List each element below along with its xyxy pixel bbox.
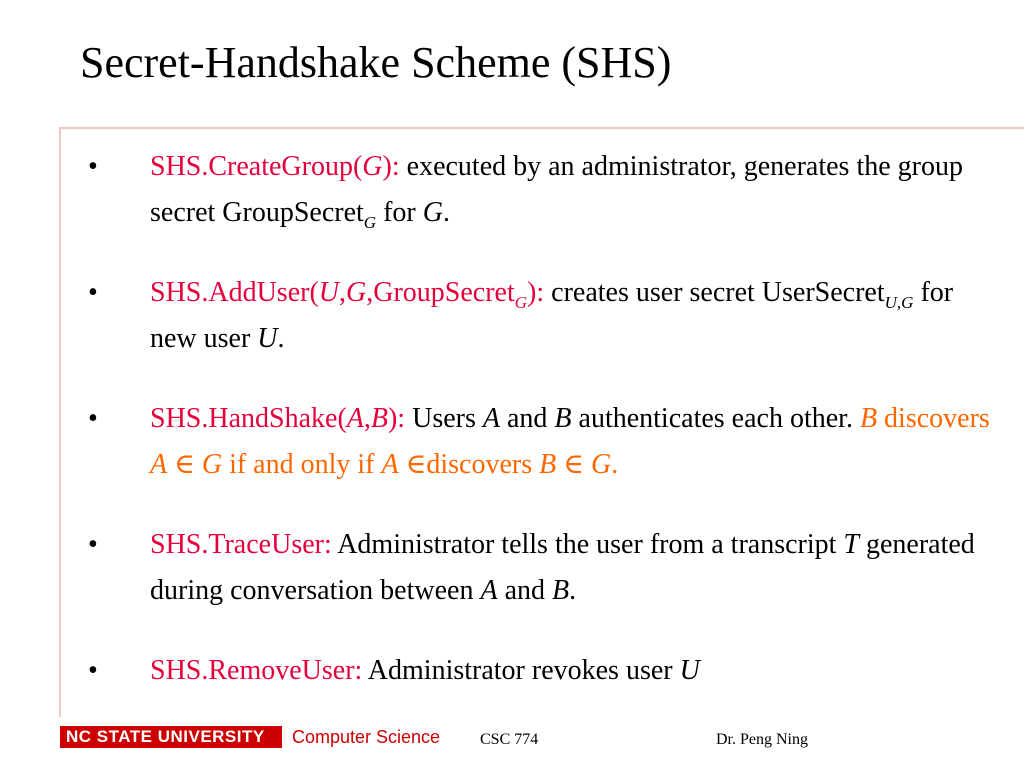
bullet-marker: • [88, 151, 98, 182]
bullet-create-group [88, 144, 998, 236]
bullet-remove-user [88, 648, 998, 694]
bullet-marker: • [88, 403, 98, 434]
department-name: Computer Science [292, 726, 441, 747]
function-name: SHS.AddUser(U,G,GroupSecret$_G$): [150, 277, 545, 312]
bullet-text: SHS.CreateGroup(G): executed by an administrator, generates the group secret GroupSecret$_G$ for G. [150, 151, 963, 232]
vertical-divider [59, 127, 61, 717]
function-name: SHS.CreateGroup(G): [150, 151, 400, 182]
course-code: CSC 774 [480, 731, 539, 748]
bullet-text: SHS.TraceUser: Administrator tells the user from a transcript T generated during conversation between A and B. [150, 529, 975, 606]
bullet-list [88, 144, 998, 694]
horizontal-divider [60, 127, 1024, 129]
author-name: Dr. Peng Ning [716, 731, 808, 748]
function-name: SHS.RemoveUser: [150, 655, 363, 686]
bullet-trace-user [88, 522, 998, 614]
bullet-marker: • [88, 655, 98, 686]
bullet-handshake [88, 396, 998, 488]
slide-title: Secret-Handshake Scheme (SHS) [80, 38, 672, 87]
bullet-marker: • [88, 277, 98, 308]
bullet-marker: • [88, 529, 98, 560]
bullet-text: SHS.RemoveUser: Administrator revokes user U [150, 655, 700, 686]
university-name: NC STATE UNIVERSITY [60, 726, 282, 748]
bullet-text: SHS.AddUser(U,G,GroupSecret$_G$): creates user secret UserSecret$_{U,G}$ for new user U. [150, 277, 954, 354]
highlighted-condition: B discovers A ∈ G if and only if A ∈discovers B ∈ G. [150, 403, 990, 480]
bullet-text: SHS.HandShake(A,B): Users A and B authenticates each other. B discovers A ∈ G if and only if A ∈discovers B ∈ G. [150, 403, 990, 480]
bullet-add-user [88, 270, 998, 362]
function-name: SHS.TraceUser: [150, 529, 332, 560]
function-name: SHS.HandShake(A,B): [150, 403, 406, 434]
university-logo [60, 726, 440, 748]
